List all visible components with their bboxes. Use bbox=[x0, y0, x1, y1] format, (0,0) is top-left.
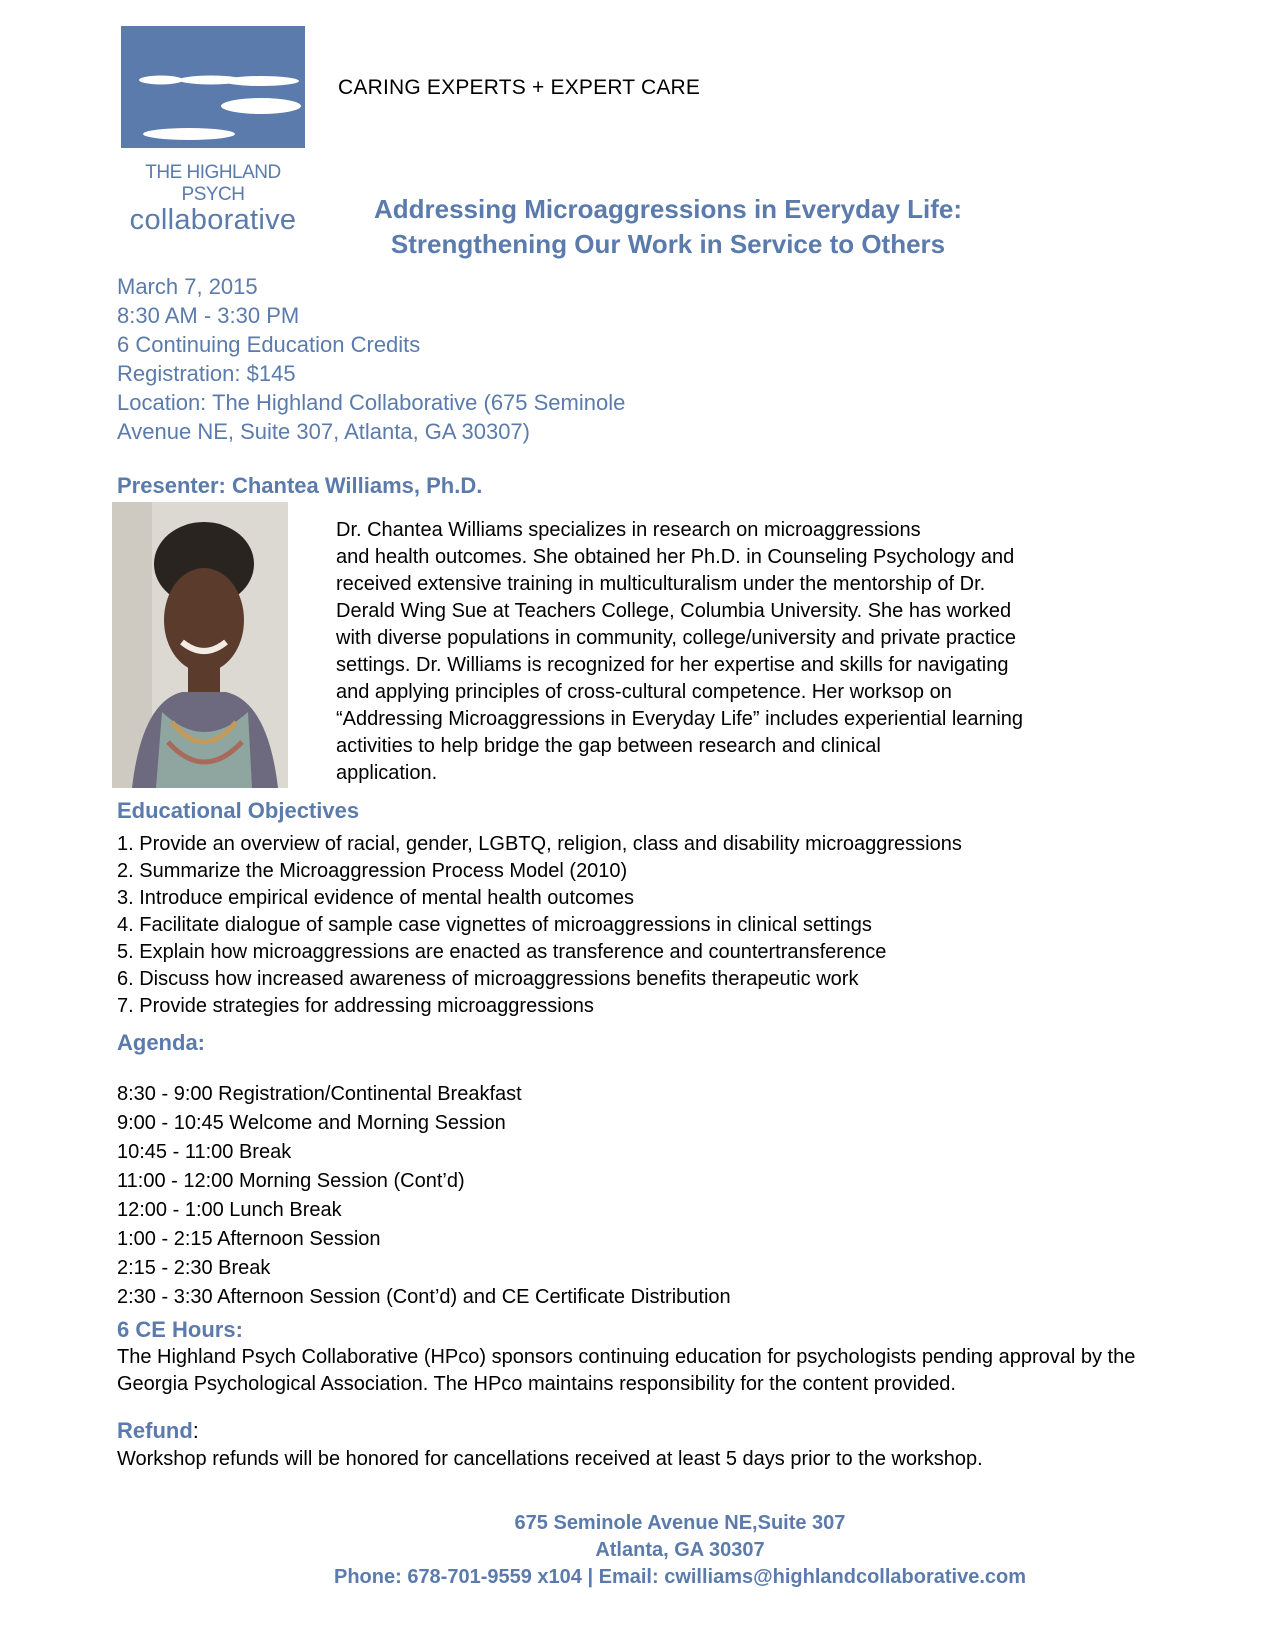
list-item: 2:30 - 3:30 Afternoon Session (Cont’d) and CE Certificate Distribution bbox=[117, 1286, 731, 1308]
event-registration: Registration: $145 bbox=[117, 361, 296, 386]
tagline: CARING EXPERTS + EXPERT CARE bbox=[338, 76, 701, 99]
presenter-bio bbox=[336, 517, 1076, 787]
organization-logo bbox=[121, 26, 305, 234]
ce-heading: 6 CE Hours: bbox=[117, 1317, 243, 1342]
agenda-list bbox=[117, 1080, 731, 1312]
objectives-list bbox=[117, 831, 962, 1020]
list-item: 8:30 - 9:00 Registration/Continental Breakfast bbox=[117, 1083, 522, 1105]
list-item: 10:45 - 11:00 Break bbox=[117, 1141, 292, 1163]
list-item: 5. Explain how microaggressions are enacted as transference and countertransference bbox=[117, 941, 887, 963]
list-item: 11:00 - 12:00 Morning Session (Cont’d) bbox=[117, 1170, 465, 1192]
agenda-heading: Agenda: bbox=[117, 1030, 205, 1055]
list-item: 2. Summarize the Microaggression Process Model (2010) bbox=[117, 860, 628, 882]
logo-name-line1: THE HIGHLAND PSYCH bbox=[145, 162, 281, 205]
event-credits: 6 Continuing Education Credits bbox=[117, 332, 421, 357]
bio-line: “Addressing Microaggressions in Everyday Life” includes experiential learning bbox=[336, 708, 1024, 730]
presenter-heading: Presenter: Chantea Williams, Ph.D. bbox=[117, 473, 483, 498]
logo-name-line2: collaborative bbox=[129, 204, 297, 236]
bio-line: received extensive training in multiculturalism under the mentorship of Dr. bbox=[336, 573, 986, 595]
event-date: March 7, 2015 bbox=[117, 274, 258, 299]
logo-mark bbox=[121, 26, 305, 148]
bio-line: settings. Dr. Williams is recognized for her expertise and skills for navigating bbox=[336, 654, 1009, 676]
bio-line: and health outcomes. She obtained her Ph.D. in Counseling Psychology and bbox=[336, 546, 1015, 568]
title-line1: Addressing Microaggressions in Everyday Life: bbox=[373, 194, 963, 224]
bio-line: and applying principles of cross-cultural competence. Her worksop on bbox=[336, 681, 952, 703]
list-item: 7. Provide strategies for addressing microaggressions bbox=[117, 995, 594, 1017]
refund-heading-text: Refund bbox=[117, 1418, 193, 1443]
list-item: 9:00 - 10:45 Welcome and Morning Session bbox=[117, 1112, 506, 1134]
bio-line: application. bbox=[336, 762, 438, 784]
list-item: 12:00 - 1:00 Lunch Break bbox=[117, 1199, 342, 1221]
title-line2: Strengthening Our Work in Service to Others bbox=[390, 229, 946, 259]
refund-colon: : bbox=[192, 1418, 199, 1443]
list-item: 3. Introduce empirical evidence of mental health outcomes bbox=[117, 887, 634, 909]
list-item: 2:15 - 2:30 Break bbox=[117, 1257, 271, 1279]
page-title bbox=[348, 192, 988, 262]
bio-line: activities to help bridge the gap between research and clinical bbox=[336, 735, 881, 757]
presenter-portrait-icon bbox=[112, 502, 288, 788]
footer-address2: Atlanta, GA 30307 bbox=[595, 1539, 765, 1561]
objectives-heading: Educational Objectives bbox=[117, 798, 360, 823]
bio-line: Dr. Chantea Williams specializes in research on microaggressions bbox=[336, 519, 921, 541]
logo-ellipses-icon bbox=[121, 26, 305, 148]
presenter-photo bbox=[112, 502, 288, 788]
list-item: 1:00 - 2:15 Afternoon Session bbox=[117, 1228, 381, 1250]
ce-line2: Georgia Psychological Association. The HPco maintains responsibility for the content provided. bbox=[117, 1373, 956, 1395]
footer-contact bbox=[280, 1510, 1080, 1591]
event-location-line2: Avenue NE, Suite 307, Atlanta, GA 30307) bbox=[117, 419, 530, 444]
event-time: 8:30 AM - 3:30 PM bbox=[117, 303, 300, 328]
list-item: 1. Provide an overview of racial, gender, LGBTQ, religion, class and disability microaggressions bbox=[117, 833, 962, 855]
list-item: 6. Discuss how increased awareness of microaggressions benefits therapeutic work bbox=[117, 968, 859, 990]
footer-contact-line: Phone: 678-701-9559 x104 | Email: cwilliams@highlandcollaborative.com bbox=[333, 1566, 1027, 1588]
event-location-line1: Location: The Highland Collaborative (675 Seminole bbox=[117, 390, 626, 415]
list-item: 4. Facilitate dialogue of sample case vignettes of microaggressions in clinical settings bbox=[117, 914, 872, 936]
event-details bbox=[117, 272, 625, 446]
footer-address1: 675 Seminole Avenue NE,Suite 307 bbox=[514, 1512, 846, 1534]
ce-line1: The Highland Psych Collaborative (HPco) sponsors continuing education for psychologists pending approval by the bbox=[117, 1346, 1136, 1368]
bio-line: with diverse populations in community, college/university and private practice bbox=[336, 627, 1016, 649]
bio-line: Derald Wing Sue at Teachers College, Columbia University. She has worked bbox=[336, 600, 1012, 622]
refund-text: Workshop refunds will be honored for cancellations received at least 5 days prior to the workshop. bbox=[117, 1448, 983, 1470]
refund-heading bbox=[117, 1418, 199, 1444]
ce-description bbox=[117, 1344, 1197, 1398]
